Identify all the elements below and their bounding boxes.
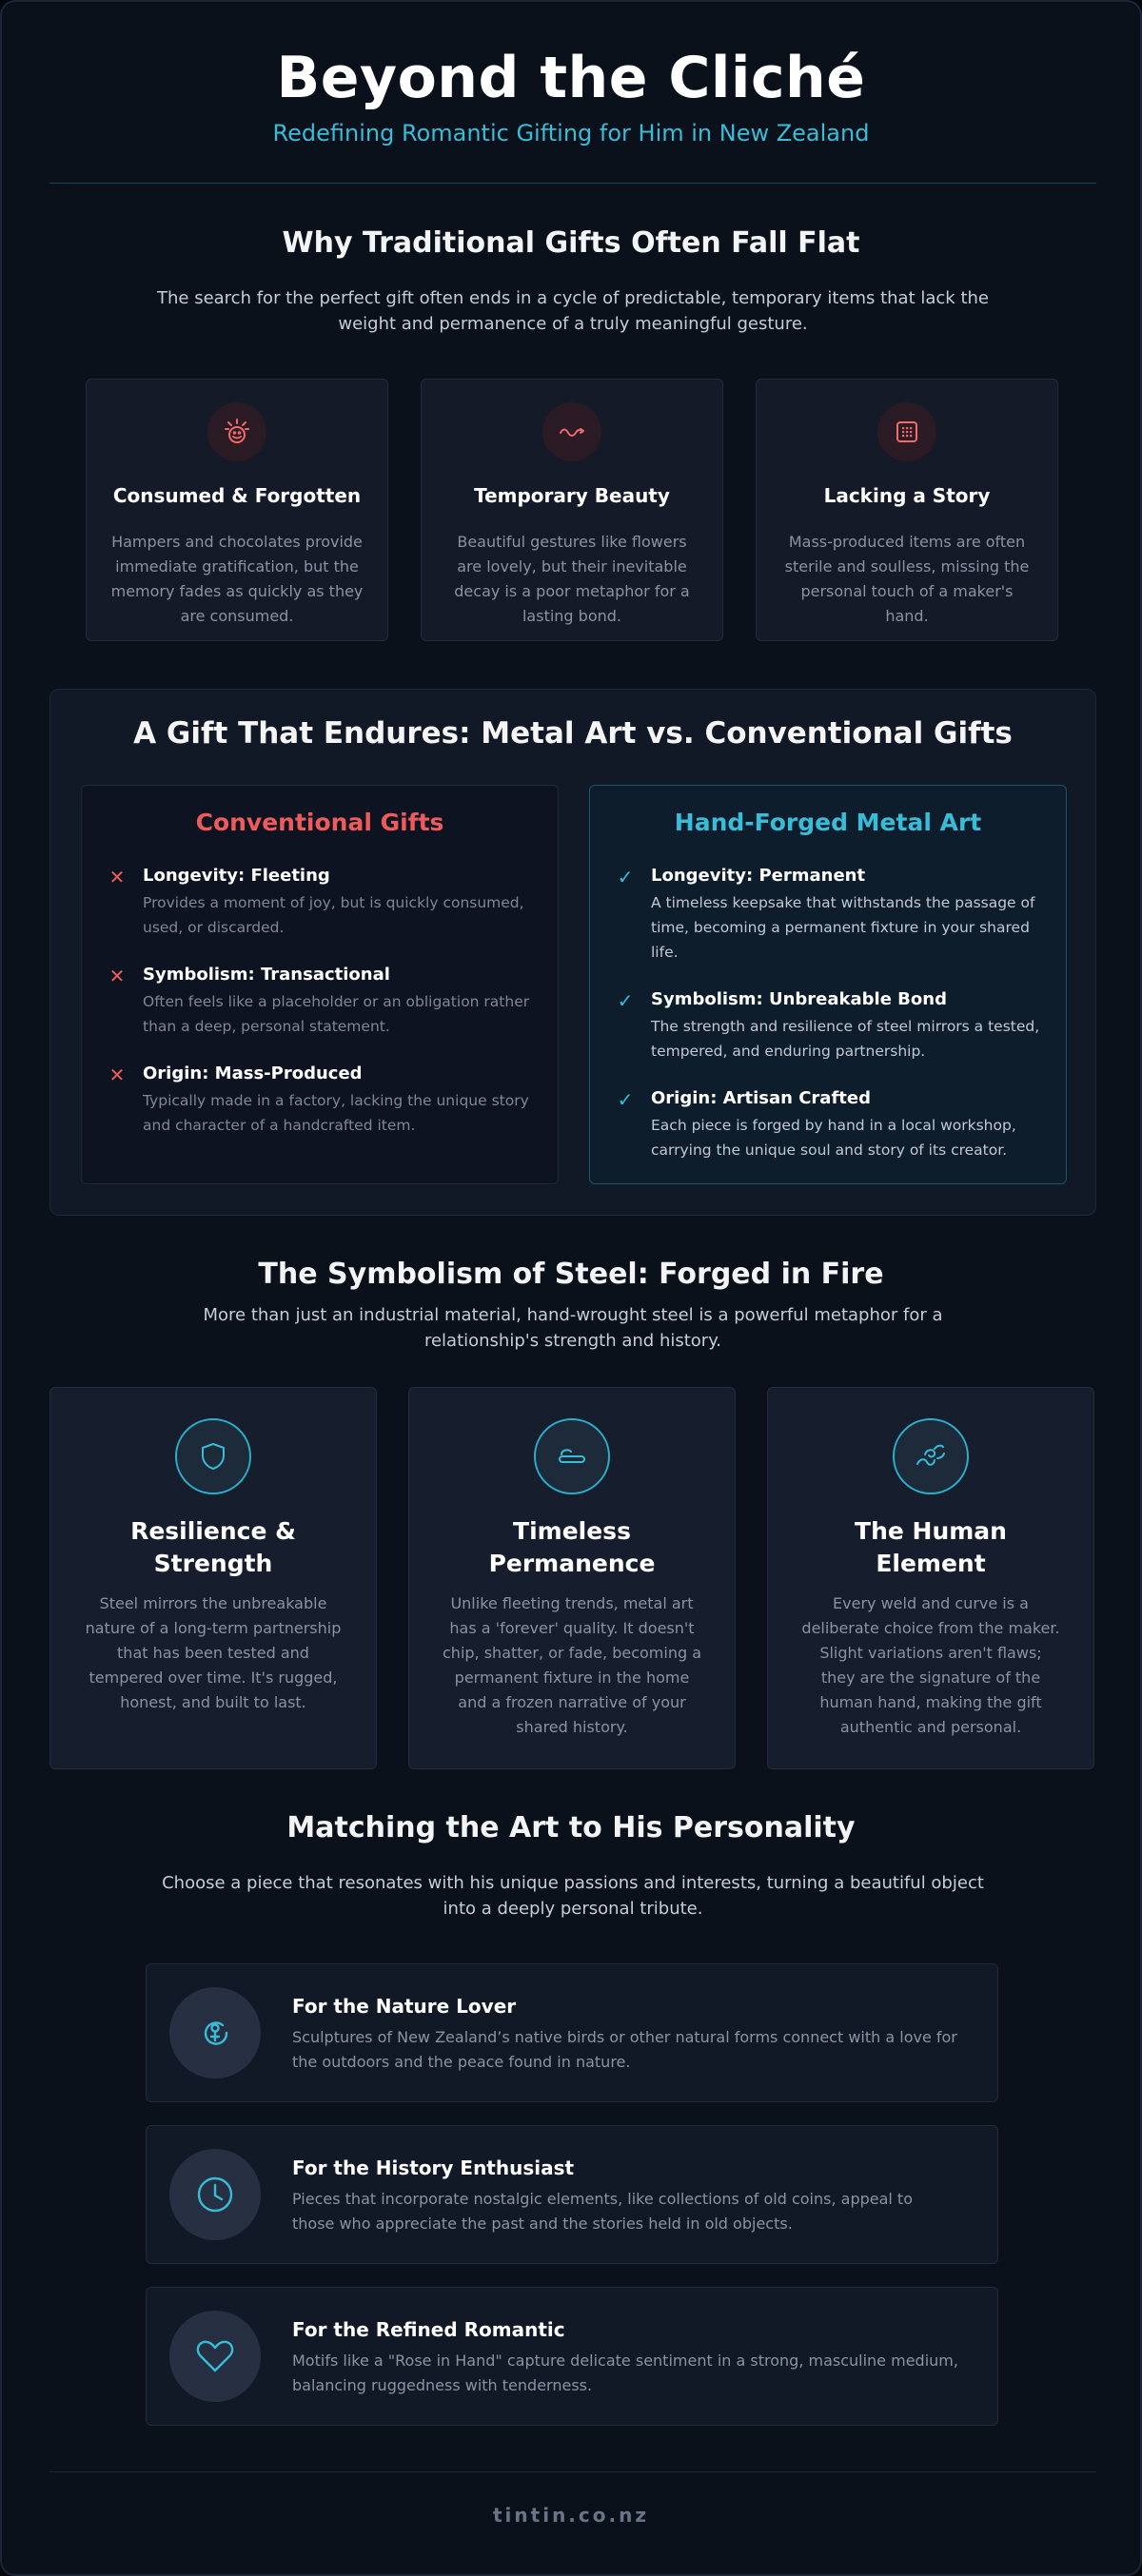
page-title: Beyond the Cliché <box>276 45 866 111</box>
footer-divider <box>49 2471 1096 2472</box>
personality-card-title: For the History Enthusiast <box>292 2156 575 2179</box>
why-card-story <box>756 379 1058 641</box>
row-text: Each piece is forged by hand in a local workshop, carrying the unique soul and story of its creator. <box>651 1117 1016 1159</box>
row-label: Origin: Mass-Produced <box>143 1064 363 1083</box>
cross-icon: ✕ <box>108 866 126 888</box>
steel-card-text: Every weld and curve is a deliberate choice from the maker. Slight variations aren't flaws; they are the signature of the human hand, making the gift authentic and personal. <box>801 1594 1060 1736</box>
personality-title: Matching the Art to His Personality <box>286 1811 856 1844</box>
party-face-icon <box>207 402 266 461</box>
nature-icon <box>169 1987 261 2078</box>
steel-lead: More than just an industrial material, hand-wrought steel is a powerful metaphor for a relationship's strength and history. <box>203 1305 943 1351</box>
personality-card-romantic <box>146 2287 998 2426</box>
row-text: Provides a moment of joy, but is quickly consumed, used, or discarded. <box>143 894 524 936</box>
comparison-row <box>615 1086 1041 1162</box>
row-label: Longevity: Permanent <box>651 866 866 886</box>
why-card-text: Mass-produced items are often sterile and soulless, missing the personal touch of a maker's hand. <box>784 533 1030 625</box>
comparison-panel <box>49 689 1096 1216</box>
row-text: The strength and resilience of steel mirrors a tested, tempered, and enduring partnership. <box>651 1018 1040 1060</box>
clock-icon <box>169 2149 261 2240</box>
wilted-flower-icon <box>542 402 601 461</box>
page-subtitle: Redefining Romantic Gifting for Him in New Zealand <box>272 120 870 146</box>
hand-weld-icon <box>893 1418 969 1494</box>
row-label: Longevity: Fleeting <box>143 866 330 886</box>
why-card-title: Lacking a Story <box>823 484 991 507</box>
hero-divider <box>49 183 1096 184</box>
hero <box>2 40 1140 146</box>
comparison-row <box>107 864 533 940</box>
row-text: Often feels like a placeholder or an obligation rather than a deep, personal statement. <box>143 993 530 1035</box>
why-lead: The search for the perfect gift often ends in a cycle of predictable, temporary items that lack the weight and permanence of a truly meaningful gesture. <box>157 288 989 334</box>
steel-card-title: Timeless Permanence <box>488 1517 656 1577</box>
row-label: Symbolism: Unbreakable Bond <box>651 989 947 1009</box>
check-icon: ✓ <box>617 989 634 1012</box>
steel-title: The Symbolism of Steel: Forged in Fire <box>258 1258 884 1291</box>
conventional-heading: Conventional Gifts <box>195 809 444 836</box>
why-card-title: Consumed & Forgotten <box>112 484 362 507</box>
why-card-title: Temporary Beauty <box>474 484 670 507</box>
personality-card-title: For the Nature Lover <box>292 1995 517 2018</box>
check-icon: ✓ <box>617 1088 634 1111</box>
personality-card-title: For the Refined Romantic <box>292 2318 565 2341</box>
steel-card-human <box>767 1387 1094 1769</box>
why-card-text: Hampers and chocolates provide immediate gratification, but the memory fades as quickly as they are consumed. <box>110 533 364 625</box>
row-text: A timeless keepsake that withstands the passage of time, becoming a permanent fixture in your shared life. <box>651 894 1035 961</box>
cross-icon: ✕ <box>108 965 126 987</box>
personality-card-text: Motifs like a "Rose in Hand" capture delicate sentiment in a strong, masculine medium, balancing ruggedness with tenderness. <box>292 2352 958 2394</box>
cross-icon: ✕ <box>108 1064 126 1086</box>
row-label: Origin: Artisan Crafted <box>651 1088 871 1108</box>
comparison-row <box>107 963 533 1039</box>
why-card-consumed <box>86 379 388 641</box>
why-card-text: Beautiful gestures like flowers are lovely, but their inevitable decay is a poor metaphor for a lasting bond. <box>454 533 690 625</box>
comparison-row <box>615 987 1041 1064</box>
check-icon: ✓ <box>617 866 634 888</box>
infinity-bar-icon <box>534 1418 610 1494</box>
metal-heading: Hand-Forged Metal Art <box>674 809 982 836</box>
comparison-title: A Gift That Endures: Metal Art vs. Conventional Gifts <box>133 716 1013 751</box>
row-text: Typically made in a factory, lacking the unique story and character of a handcrafted item. <box>143 1092 529 1134</box>
personality-card-history <box>146 2125 998 2264</box>
factory-grid-icon <box>877 402 936 461</box>
shield-icon <box>175 1418 251 1494</box>
steel-card-permanence <box>408 1387 736 1769</box>
steel-card-text: Steel mirrors the unbreakable nature of a long-term partnership that has been tested and tempered over time. It's rugged, honest, and built to last. <box>85 1594 342 1711</box>
steel-card-text: Unlike fleeting trends, metal art has a 'forever' quality. It doesn't chip, shatter, or fade, becoming a permanent fixture in the home and a frozen narrative of your shared history. <box>443 1594 701 1736</box>
steel-card-title: The Human Element <box>855 1517 1007 1577</box>
why-card-temporary <box>421 379 723 641</box>
heart-icon <box>169 2311 261 2402</box>
metal-art-column <box>589 785 1067 1184</box>
personality-card-nature <box>146 1963 998 2102</box>
footer-site-link[interactable]: tintin.co.nz <box>493 2504 649 2527</box>
personality-card-text: Sculptures of New Zealand’s native birds or other natural forms connect with a love for the outdoors and the peace found in nature. <box>292 2028 957 2071</box>
why-title: Why Traditional Gifts Often Fall Flat <box>282 226 860 260</box>
comparison-row <box>107 1062 533 1138</box>
steel-card-resilience <box>49 1387 377 1769</box>
comparison-row <box>615 864 1041 965</box>
personality-lead: Choose a piece that resonates with his unique passions and interests, turning a beautiful object into a deeply personal tribute. <box>162 1873 984 1919</box>
personality-card-text: Pieces that incorporate nostalgic elements, like collections of old coins, appeal to those who appreciate the past and the stories held in old objects. <box>292 2190 913 2233</box>
conventional-gifts-column <box>81 785 559 1184</box>
steel-card-title: Resilience & Strength <box>130 1517 296 1577</box>
row-label: Symbolism: Transactional <box>143 965 390 985</box>
